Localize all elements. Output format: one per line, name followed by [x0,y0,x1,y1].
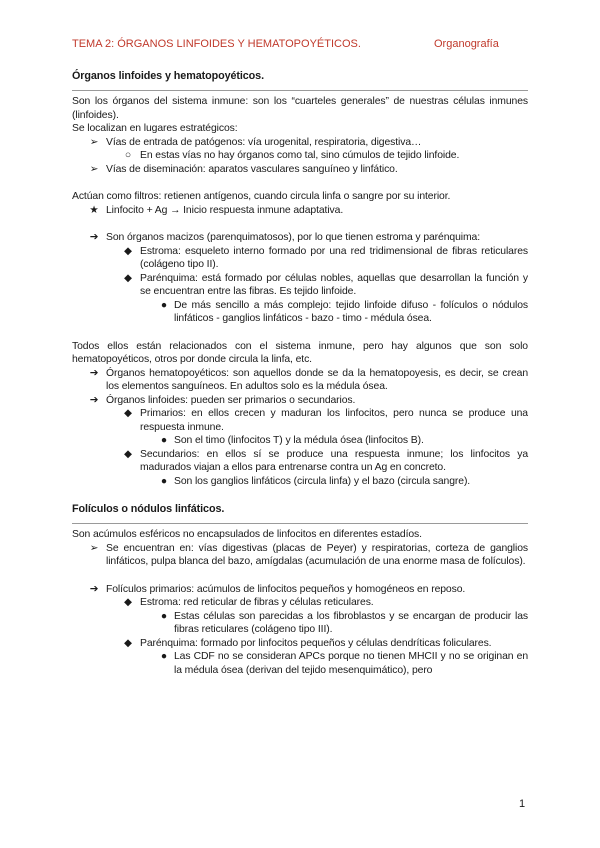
list-item: ● Las CDF no se consideran APCs porque no tienen MHCII y no se originan en la médula ósea (derivan del tejido mesenquimático), pero [72,650,528,677]
list-item: ◆ Estroma: red reticular de fibras y células reticulares. [72,596,528,610]
document-body [72,69,528,677]
list-item: ● Son los ganglios linfáticos (circula linfa) y el bazo (circula sangre). [72,475,528,489]
circle-bullet-icon: ○ [124,150,132,161]
list-item: ◆ Primarios: en ellos crecen y maduran los linfocitos, pero nunca se produce una respuesta inmune. [72,407,528,434]
diamond-bullet-icon: ◆ [124,408,132,419]
list-item: ● De más sencillo a más complejo: tejido linfoide difuso - folículos o nódulos linfáticos - ganglios linfáticos - bazo - timo - médula ósea. [72,299,528,326]
chevron-bullet-icon: ➢ [89,163,99,175]
list-item: ◆ Secundarios: en ellos sí se produce una respuesta inmune; los linfocitos ya madurados viajan a ellos para entrenarse contra un Ag en concreto. [72,448,528,475]
section-title: Folículos o nódulos linfáticos. [72,503,225,515]
diamond-bullet-icon: ◆ [124,245,132,257]
diamond-bullet-icon: ◆ [124,448,132,460]
list-item: ➢ Vías de entrada de patógenos: vía urogenital, respiratoria, digestiva… [89,136,422,148]
list-item: ◆ Parénquima: está formado por células nobles, aquellas que desarrollan la función y se encuentran entre las fibras. Es tejido linfoide. [72,272,528,299]
list-item: ● Estas células son parecidas a los fibroblastos y se encargan de producir las fibras reticulares (colágeno tipo III). [72,610,528,637]
list-item: ➔ Son órganos macizos (parenquimatosos), por lo que tienen estroma y parénquima: [89,232,480,243]
dot-bullet-icon: ● [160,299,168,311]
list-item: ➔ Folículos primarios: acúmulos de linfocitos pequeños y homogéneos en reposo. [89,583,466,595]
list-item: ➢ Se encuentran en: vías digestivas (placas de Peyer) y respiratorias, corteza de ganglios linfáticos, pulpa blanca del bazo, amígdalas (acumulación de una enorme masa de folículos). [89,542,528,567]
list-item: ◆ Estroma: esqueleto interno formado por una red tridimensional de fibras reticulares (colágeno tipo II). [72,245,528,272]
paragraph: Son acúmulos esféricos no encapsulados de linfocitos en diferentes estadíos. [72,529,422,540]
diamond-bullet-icon: ◆ [124,597,132,608]
dot-bullet-icon: ● [160,651,168,662]
arrow-bullet-icon: ➔ [89,367,99,379]
page-number: 1 [519,798,526,810]
section-divider [72,90,528,91]
paragraph: Son los órganos del sistema inmune: son los “cuarteles generales” de nuestras células inmunes (linfoides). [72,96,528,121]
header-topic: TEMA 2: ÓRGANOS LINFOIDES Y HEMATOPOYÉTICOS. [72,38,361,50]
paragraph: Actúan como filtros: retienen antígenos, cuando circula linfa o sangre por su interior. [72,191,451,202]
list-item: ➔ Órganos hematopoyéticos: son aquellos donde se da la hematopoyesis, es decir, se crean los elementos sanguíneos. En adultos solo es la médula ósea. [89,367,528,392]
section-title: Órganos linfoides y hematopoyéticos. [72,70,264,82]
star-bullet-icon: ★ [89,204,99,216]
list-item: ★ Linfocito + Ag → Inicio respuesta inmune adaptativa. [89,204,344,216]
list-item: ➔ Órganos linfoides: pueden ser primarios o secundarios. [89,394,356,406]
diamond-bullet-icon: ◆ [124,637,132,649]
arrow-bullet-icon: ➔ [89,394,99,406]
section-divider [72,523,528,524]
list-item: ○ En estas vías no hay órganos como tal, sino cúmulos de tejido linfoide. [72,149,528,163]
dot-bullet-icon: ● [160,435,168,446]
chevron-bullet-icon: ➢ [89,542,99,554]
paragraph: Se localizan en lugares estratégicos: [72,123,238,134]
diamond-bullet-icon: ◆ [124,272,132,284]
list-item: ◆ Parénquima: formado por linfocitos pequeños y células dendríticas foliculares. [72,637,528,651]
header-subject: Organografía [434,38,499,50]
paragraph: Todos ellos están relacionados con el sistema inmune, pero hay algunos que son solo hematopoyéticos, otros por donde circula la linfa, etc. [72,340,528,365]
list-item: ● Son el timo (linfocitos T) y la médula ósea (linfocitos B). [72,434,528,448]
chevron-bullet-icon: ➢ [89,136,99,148]
list-item: ➢ Vías de diseminación: aparatos vasculares sanguíneo y linfático. [89,163,398,175]
arrow-bullet-icon: ➔ [89,583,99,595]
dot-bullet-icon: ● [160,475,168,487]
dot-bullet-icon: ● [160,610,168,622]
arrow-bullet-icon: ➔ [89,232,99,243]
